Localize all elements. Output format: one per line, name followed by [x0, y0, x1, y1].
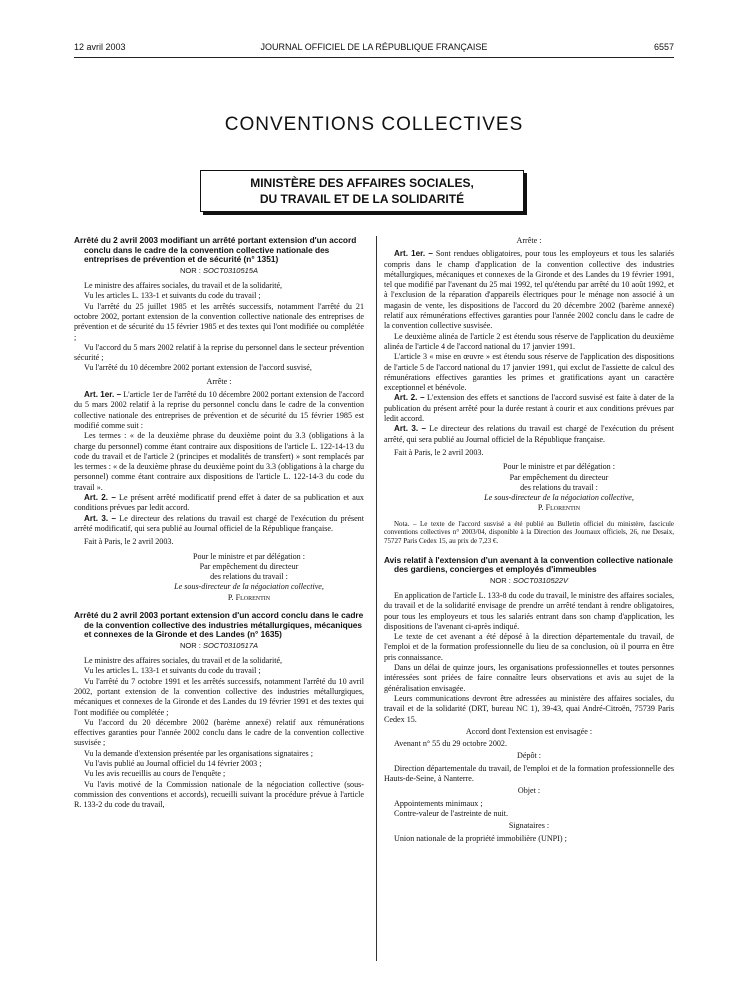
article-3-nor: [384, 576, 674, 586]
art-text: Sont rendues obligatoires, pour tous les employeurs et tous les salariés compris dans le champ d'application de la convention collective des industries métallurgiques, mécaniques et connexes de la Gironde et des Landes du 19 février 1991, tel que modifié par l'avenant du 25 mai 1992, tel qu'étendu par arrêté du 10 août 1992, et à l'exclusion de la réparation d'appareils électriques pour le ménage non associé à un magasin de vente, les dispositions de l'accord du 20 décembre 2002 (barème annexé) relatif aux rémunérations effectives garanties pour l'année 2002 conclu dans le cadre de la convention collective susvisée.: [384, 249, 674, 331]
article-2-continued: [384, 236, 674, 546]
article-3-para: Le texte de cet avenant a été déposé à la direction départementale du travail, de l'emploi et de la formation professionnelle du lieu de sa conclusion, où il pourra en être pris connaissance.: [384, 632, 674, 662]
nor-label: NOR :: [180, 640, 201, 650]
right-column: [384, 236, 674, 844]
article-2-title: Arrêté du 2 avril 2003 portant extension d'un accord conclu dans le cadre de la convention collective des industries métallurgiques, mécaniques et connexes de la Gironde et des Landes (n° 1635): [74, 609, 364, 640]
article-2-note: Nota. – Le texte de l'accord susvisé a été publié au Bulletin officiel du ministère, fascicule conventions collectives n° 2003/04, disponible à la Direction des Journaux officiels, 26, rue Desaix, 75727 Paris Cedex 15, au prix de 7,23 €.: [384, 519, 674, 545]
nor-code: SOCT0310522V: [512, 575, 568, 585]
signature-line: Pour le ministre et par délégation :: [193, 551, 305, 561]
article-2-para: Vu l'arrêté du 7 octobre 1991 et les arrêtés successifs, notamment l'arrêté du 10 avril 2002, portant extension de la convention collective des industries métallurgiques, mécaniques et connexes de la Gironde et des Landes du 19 février 1991 et des textes qui l'ont modifiée ou complétée ;: [74, 676, 364, 717]
article-2-para: Vu la demande d'extension présentée par les organisations signataires ;: [84, 748, 313, 758]
nor-code: SOCT0310515A: [202, 265, 258, 275]
article-2-para: Vu l'avis motivé de la Commission nationale de la négociation collective (sous-commission des conventions et accords), recueilli suivant la procédure prévue à l'article R. 133-2 du code du travail,: [74, 779, 364, 810]
signature-line: Le sous-directeur de la négociation collective,: [174, 582, 324, 592]
article-1-nor: [74, 266, 364, 276]
article-2-para: Vu les avis recueillis au cours de l'enquête ;: [84, 769, 226, 779]
accord-label: Accord dont l'extension est envisagée :: [465, 726, 593, 736]
article-1-signature: [74, 552, 364, 603]
article-2-art-2: [384, 393, 674, 424]
column-divider: [376, 236, 377, 961]
art-number: Art. 2. –: [394, 393, 425, 403]
article-1-fait: Fait à Paris, le 2 avril 2003.: [84, 537, 174, 547]
article-2-art-3: [384, 424, 674, 445]
art-text: L'article 1er de l'arrêté du 10 décembre 2002 portant extension de l'accord du 5 mars 2002 relatif à la reprise du personnel conclu dans le cadre de la convention collective nationale des entreprises de prévention et de sécurité du 15 février 1985 est modifié comme suit :: [74, 390, 364, 430]
article-1-art-1-cont: Les termes : « de la deuxième phrase du deuxième point du 3.3 (obligations à la charge du personnel) comme étant contraire aux dispositions de l'article L. 122-14-13 du code du travail et de l'article 2 (principes et modalités de transfert) » sont remplacés par les termes : « de la deuxième phrase du deuxième point du 3.3 (obligations à la charge du personnel) comme étant contraire aux dispositions de l'article L. 122-14-3 du code du travail ».: [74, 431, 364, 492]
article-1-para: Vu l'accord du 5 mars 2002 relatif à la reprise du personnel dans le secteur prévention sécurité ;: [74, 342, 364, 363]
article-2-para: Vu l'avis publié au Journal officiel du 14 février 2003 ;: [84, 759, 262, 769]
header-journal-title: JOURNAL OFFICIEL DE LA RÉPUBLIQUE FRANÇAISE: [260, 42, 488, 52]
article-1-para: Le ministre des affaires sociales, du travail et de la solidarité,: [84, 281, 283, 291]
article-2-signature: [384, 462, 674, 513]
objet-label: Objet :: [517, 786, 541, 796]
art-number: Art. 3. –: [84, 513, 117, 523]
art-number: Art. 2. –: [84, 493, 116, 503]
article-1-art-1: [74, 390, 364, 431]
article-2-fait: Fait à Paris, le 2 avril 2003.: [394, 447, 484, 457]
article-3-para: Dans un délai de quinze jours, les organisations professionnelles et toutes personnes intéressées sont priées de faire connaître leurs observations et avis au sujet de la généralisation envisagée.: [384, 663, 674, 693]
article-1: [74, 236, 364, 603]
objet-item: Contre-valeur de l'astreinte de nuit.: [394, 808, 509, 818]
signature-line: Pour le ministre et par délégation :: [503, 462, 615, 472]
ministry-line-2: DU TRAVAIL ET DE LA SOLIDARITÉ: [259, 192, 465, 206]
article-2-nor: [74, 641, 364, 651]
nor-label: NOR :: [490, 575, 511, 585]
article-2-art-1: [384, 249, 674, 331]
article-1-para: Vu l'arrêté du 10 décembre 2002 portant extension de l'accord susvisé,: [84, 363, 312, 373]
depot-value: Direction départementale du travail, de l'emploi et de la formation professionnelle des Hauts-de-Seine, à Nanterre.: [384, 763, 674, 784]
article-3-title: Avis relatif à l'extension d'un avenant à la convention collective nationale des gardiens, concierges et employés d'immeubles: [384, 554, 674, 575]
signataire-item: Union nationale de la propriété immobilière (UNPI) ;: [394, 833, 567, 843]
signature-line: Le sous-directeur de la négociation collective,: [484, 493, 634, 503]
article-2-para: Le ministre des affaires sociales, du travail et de la solidarité,: [84, 656, 283, 666]
article-1-para: Vu les articles L. 133-1 et suivants du code du travail ;: [84, 291, 261, 301]
art-number: Art. 3. –: [394, 424, 427, 434]
art-text: Le présent arrêté modificatif prend effet à dater de sa publication et aux conditions prévues par ledit accord.: [74, 493, 364, 513]
article-1-para: Vu l'arrêté du 25 juillet 1985 et les arrêtés successifs, notamment l'arrêté du 21 octobre 2002, portant extension de la convention collective nationale des entreprises de prévention et de sécurité du 15 février 1985 et des textes qui l'ont modifiée ou complétée ;: [74, 301, 364, 342]
art-text: L'extension des effets et sanctions de l'accord susvisé est faite à dater de la publication du présent arrêté pour la durée restant à courir et aux conditions prévues par ledit accord.: [384, 393, 674, 424]
article-2-art-1-p2: Le deuxième alinéa de l'article 2 est étendu sous réserve de l'application du deuxième alinéa de l'article 4 de l'accord national du 17 janvier 1991.: [384, 331, 674, 351]
header-rule: [74, 57, 674, 58]
article-2: [74, 611, 364, 811]
article-3-para: En application de l'article L. 133-8 du code du travail, le ministre des affaires sociales, du travail et de la solidarité envisage de prendre un arrêté tendant à rendre obligatoires, pour tous les employeurs et tous les salariés entrant dans son champ d'application, les dispositions de l'avenant ci-après indiqué.: [384, 590, 674, 631]
signatory-name: P. Florentin: [227, 592, 271, 602]
nor-label: NOR :: [180, 265, 201, 275]
art-number: Art. 1er. –: [84, 390, 122, 400]
signataires-label: Signataires :: [508, 821, 550, 831]
header-page-number: 6557: [653, 42, 674, 52]
arrete-label: Arrête :: [516, 236, 542, 245]
article-1-title: Arrêté du 2 avril 2003 modifiant un arrêté portant extension d'un accord conclu dans le cadre de la convention collective nationale des entreprises de prévention et de sécurité (n° 1351): [74, 235, 357, 265]
signature-line: Par empêchement du directeur: [199, 561, 299, 571]
article-2-art-1-p3: L'article 3 « mise en œuvre » est étendu sous réserve de l'application des dispositions de l'article 5 de l'accord national du 17 janvier 1991, qui exclut de l'assiette de calcul des rémunérations effectives garanties les primes et gratifications ayant un caractère exceptionnel et bénévole.: [384, 352, 674, 393]
art-text: Le directeur des relations du travail est chargé de l'exécution du présent arrêté, qui sera publié au Journal officiel de la République française.: [384, 424, 674, 444]
article-1-art-3: [74, 514, 364, 535]
section-title: CONVENTIONS COLLECTIVES: [224, 114, 524, 135]
header-date: 12 avril 2003: [74, 42, 126, 52]
left-column: [74, 236, 364, 811]
signature-line: des relations du travail :: [520, 482, 598, 492]
ministry-box: [200, 170, 524, 212]
accord-value: Avenant n° 55 du 29 octobre 2002.: [394, 739, 508, 749]
article-2-para: Vu les articles L. 133-1 et suivants du code du travail ;: [84, 666, 261, 676]
article-2-para: Vu l'accord du 20 décembre 2002 (barème annexé) relatif aux rémunérations effectives garanties pour l'année 2002 conclu dans le cadre de la convention collective susvisée ;: [74, 717, 364, 748]
article-1-art-2: [74, 493, 364, 514]
arrete-label: Arrête :: [206, 376, 232, 386]
article-3-para: Leurs communications devront être adressées au ministère des affaires sociales, du travail et de la solidarité (DRT, bureau NC 1), 39-43, quai André-Citroën, 75739 Paris Cedex 15.: [384, 693, 674, 724]
depot-label: Dépôt :: [516, 751, 542, 761]
art-text: Le directeur des relations du travail est chargé de l'exécution du présent arrêté modificatif, qui sera publié au Journal officiel de la République française.: [74, 513, 364, 533]
art-number: Art. 1er. –: [394, 249, 433, 259]
signature-line: Par empêchement du directeur: [509, 472, 609, 482]
signature-line: des relations du travail :: [210, 572, 288, 582]
objet-item: Appointements minimaux ;: [394, 798, 483, 808]
page-header: [74, 42, 674, 56]
ministry-line-1: MINISTÈRE DES AFFAIRES SOCIALES,: [250, 176, 474, 190]
signatory-name: P. Florentin: [537, 503, 581, 513]
article-3: [384, 556, 674, 844]
nor-code: SOCT0310517A: [202, 640, 258, 650]
